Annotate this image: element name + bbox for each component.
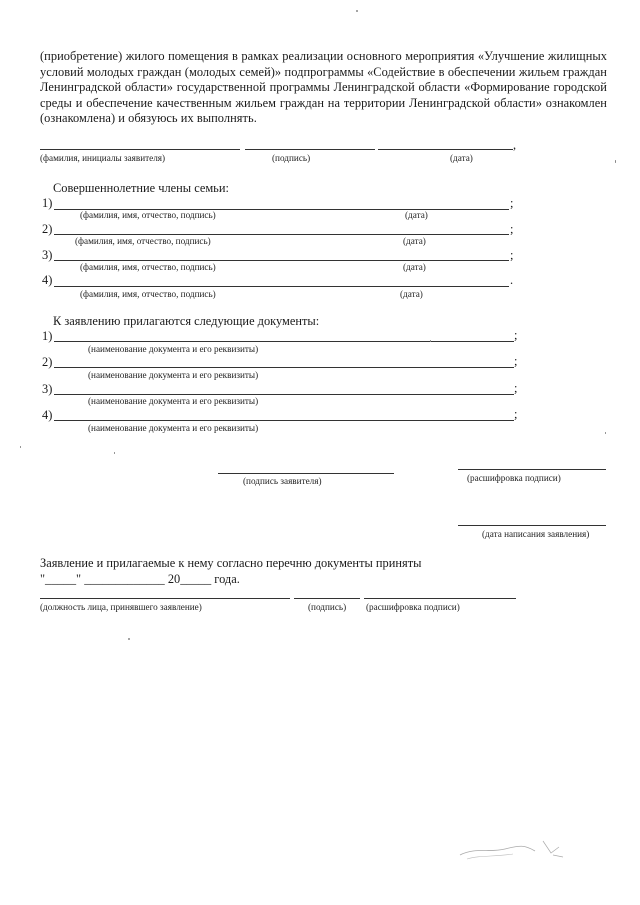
scan-speck	[114, 452, 115, 454]
decoding-line	[458, 469, 606, 470]
document-row-number: 2)	[42, 355, 53, 369]
document-row-number: 1)	[42, 329, 53, 343]
acceptance-date: "_____" _____________ 20_____ года.	[40, 572, 240, 586]
document-row-end: ;	[514, 381, 518, 395]
document-row-number: 4)	[42, 408, 53, 422]
decoding-caption: (расшифровка подписи)	[467, 473, 561, 483]
application-date-caption: (дата написания заявления)	[482, 529, 590, 539]
family-row-date-caption: (дата)	[400, 289, 423, 299]
documents-heading: К заявлению прилагаются следующие документы:	[53, 314, 320, 328]
family-row-end: .	[510, 273, 514, 287]
acceptor-position-line	[40, 598, 290, 599]
applicant-date-caption: (дата)	[450, 153, 473, 163]
acceptor-signature-caption: (подпись)	[308, 602, 347, 612]
applicant-name-line	[40, 149, 240, 150]
family-row-line	[54, 234, 509, 235]
family-row-number: 4)	[42, 273, 53, 287]
scan-speck	[430, 340, 431, 342]
document-row-caption: (наименование документа и его реквизиты)	[88, 370, 259, 380]
family-row-number: 2)	[42, 222, 53, 236]
document-row-line	[54, 341, 514, 342]
family-row-date-caption: (дата)	[403, 236, 426, 246]
family-row-date-caption: (дата)	[403, 262, 426, 272]
document-row-line	[54, 394, 514, 395]
applicant-signature-line	[245, 149, 375, 150]
family-heading: Совершеннолетние члены семьи:	[53, 181, 229, 195]
family-row-caption: (фамилия, имя, отчество, подпись)	[75, 236, 211, 246]
applicant-date-line	[378, 149, 513, 150]
scan-speck	[615, 160, 616, 163]
intro-paragraph: (приобретение) жилого помещения в рамках реализации основного мероприятия «Улучшение жилищных условий молодых граждан (молодых семей)» подпрограммы «Содействие в обеспечении жильем граждан Ленинградской области» государственной программы Ленинградской области «Формирование городской среды и обеспечение качественным жильем граждан на территории Ленинградской области» ознакомлен (ознакомлена) и обязуюсь их выполнять.	[40, 49, 607, 126]
acceptance-text: Заявление и прилагаемые к нему согласно перечню документы приняты	[40, 556, 422, 570]
family-row-date-caption: (дата)	[405, 210, 428, 220]
scan-speck	[128, 638, 130, 640]
applicant-signature-line-2	[218, 473, 394, 474]
family-row-end: ;	[510, 196, 514, 210]
applicant-signature-caption: (подпись)	[272, 153, 311, 163]
document-row-end: ;	[514, 407, 518, 421]
document-row-end: ;	[514, 354, 518, 368]
document-row-line	[54, 420, 514, 421]
acceptor-position-caption: (должность лица, принявшего заявление)	[40, 602, 202, 612]
family-row-number: 1)	[42, 196, 53, 210]
family-row-caption: (фамилия, имя, отчество, подпись)	[80, 210, 216, 220]
document-row-caption: (наименование документа и его реквизиты)	[88, 396, 259, 406]
document-row-caption: (наименование документа и его реквизиты)	[88, 423, 259, 433]
family-row-number: 3)	[42, 248, 53, 262]
document-row-line	[54, 367, 514, 368]
application-date-line	[458, 525, 606, 526]
document-row-caption: (наименование документа и его реквизиты)	[88, 344, 259, 354]
acceptor-decoding-caption: (расшифровка подписи)	[366, 602, 460, 612]
family-row-caption: (фамилия, имя, отчество, подпись)	[80, 289, 216, 299]
family-row-end: ;	[510, 222, 514, 236]
applicant-line-end: ,	[513, 138, 517, 152]
family-row-line	[54, 260, 509, 261]
applicant-signature-caption-2: (подпись заявителя)	[243, 476, 322, 486]
scan-speck	[20, 446, 21, 448]
family-row-caption: (фамилия, имя, отчество, подпись)	[80, 262, 216, 272]
scribble-mark	[455, 835, 575, 865]
family-row-line	[54, 286, 509, 287]
acceptor-decoding-line	[364, 598, 516, 599]
family-row-end: ;	[510, 248, 514, 262]
scan-speck	[356, 10, 358, 12]
acceptor-signature-line	[294, 598, 360, 599]
applicant-name-caption: (фамилия, инициалы заявителя)	[40, 153, 166, 163]
document-row-number: 3)	[42, 382, 53, 396]
scan-speck	[605, 432, 606, 434]
document-row-end: ;	[514, 328, 518, 342]
